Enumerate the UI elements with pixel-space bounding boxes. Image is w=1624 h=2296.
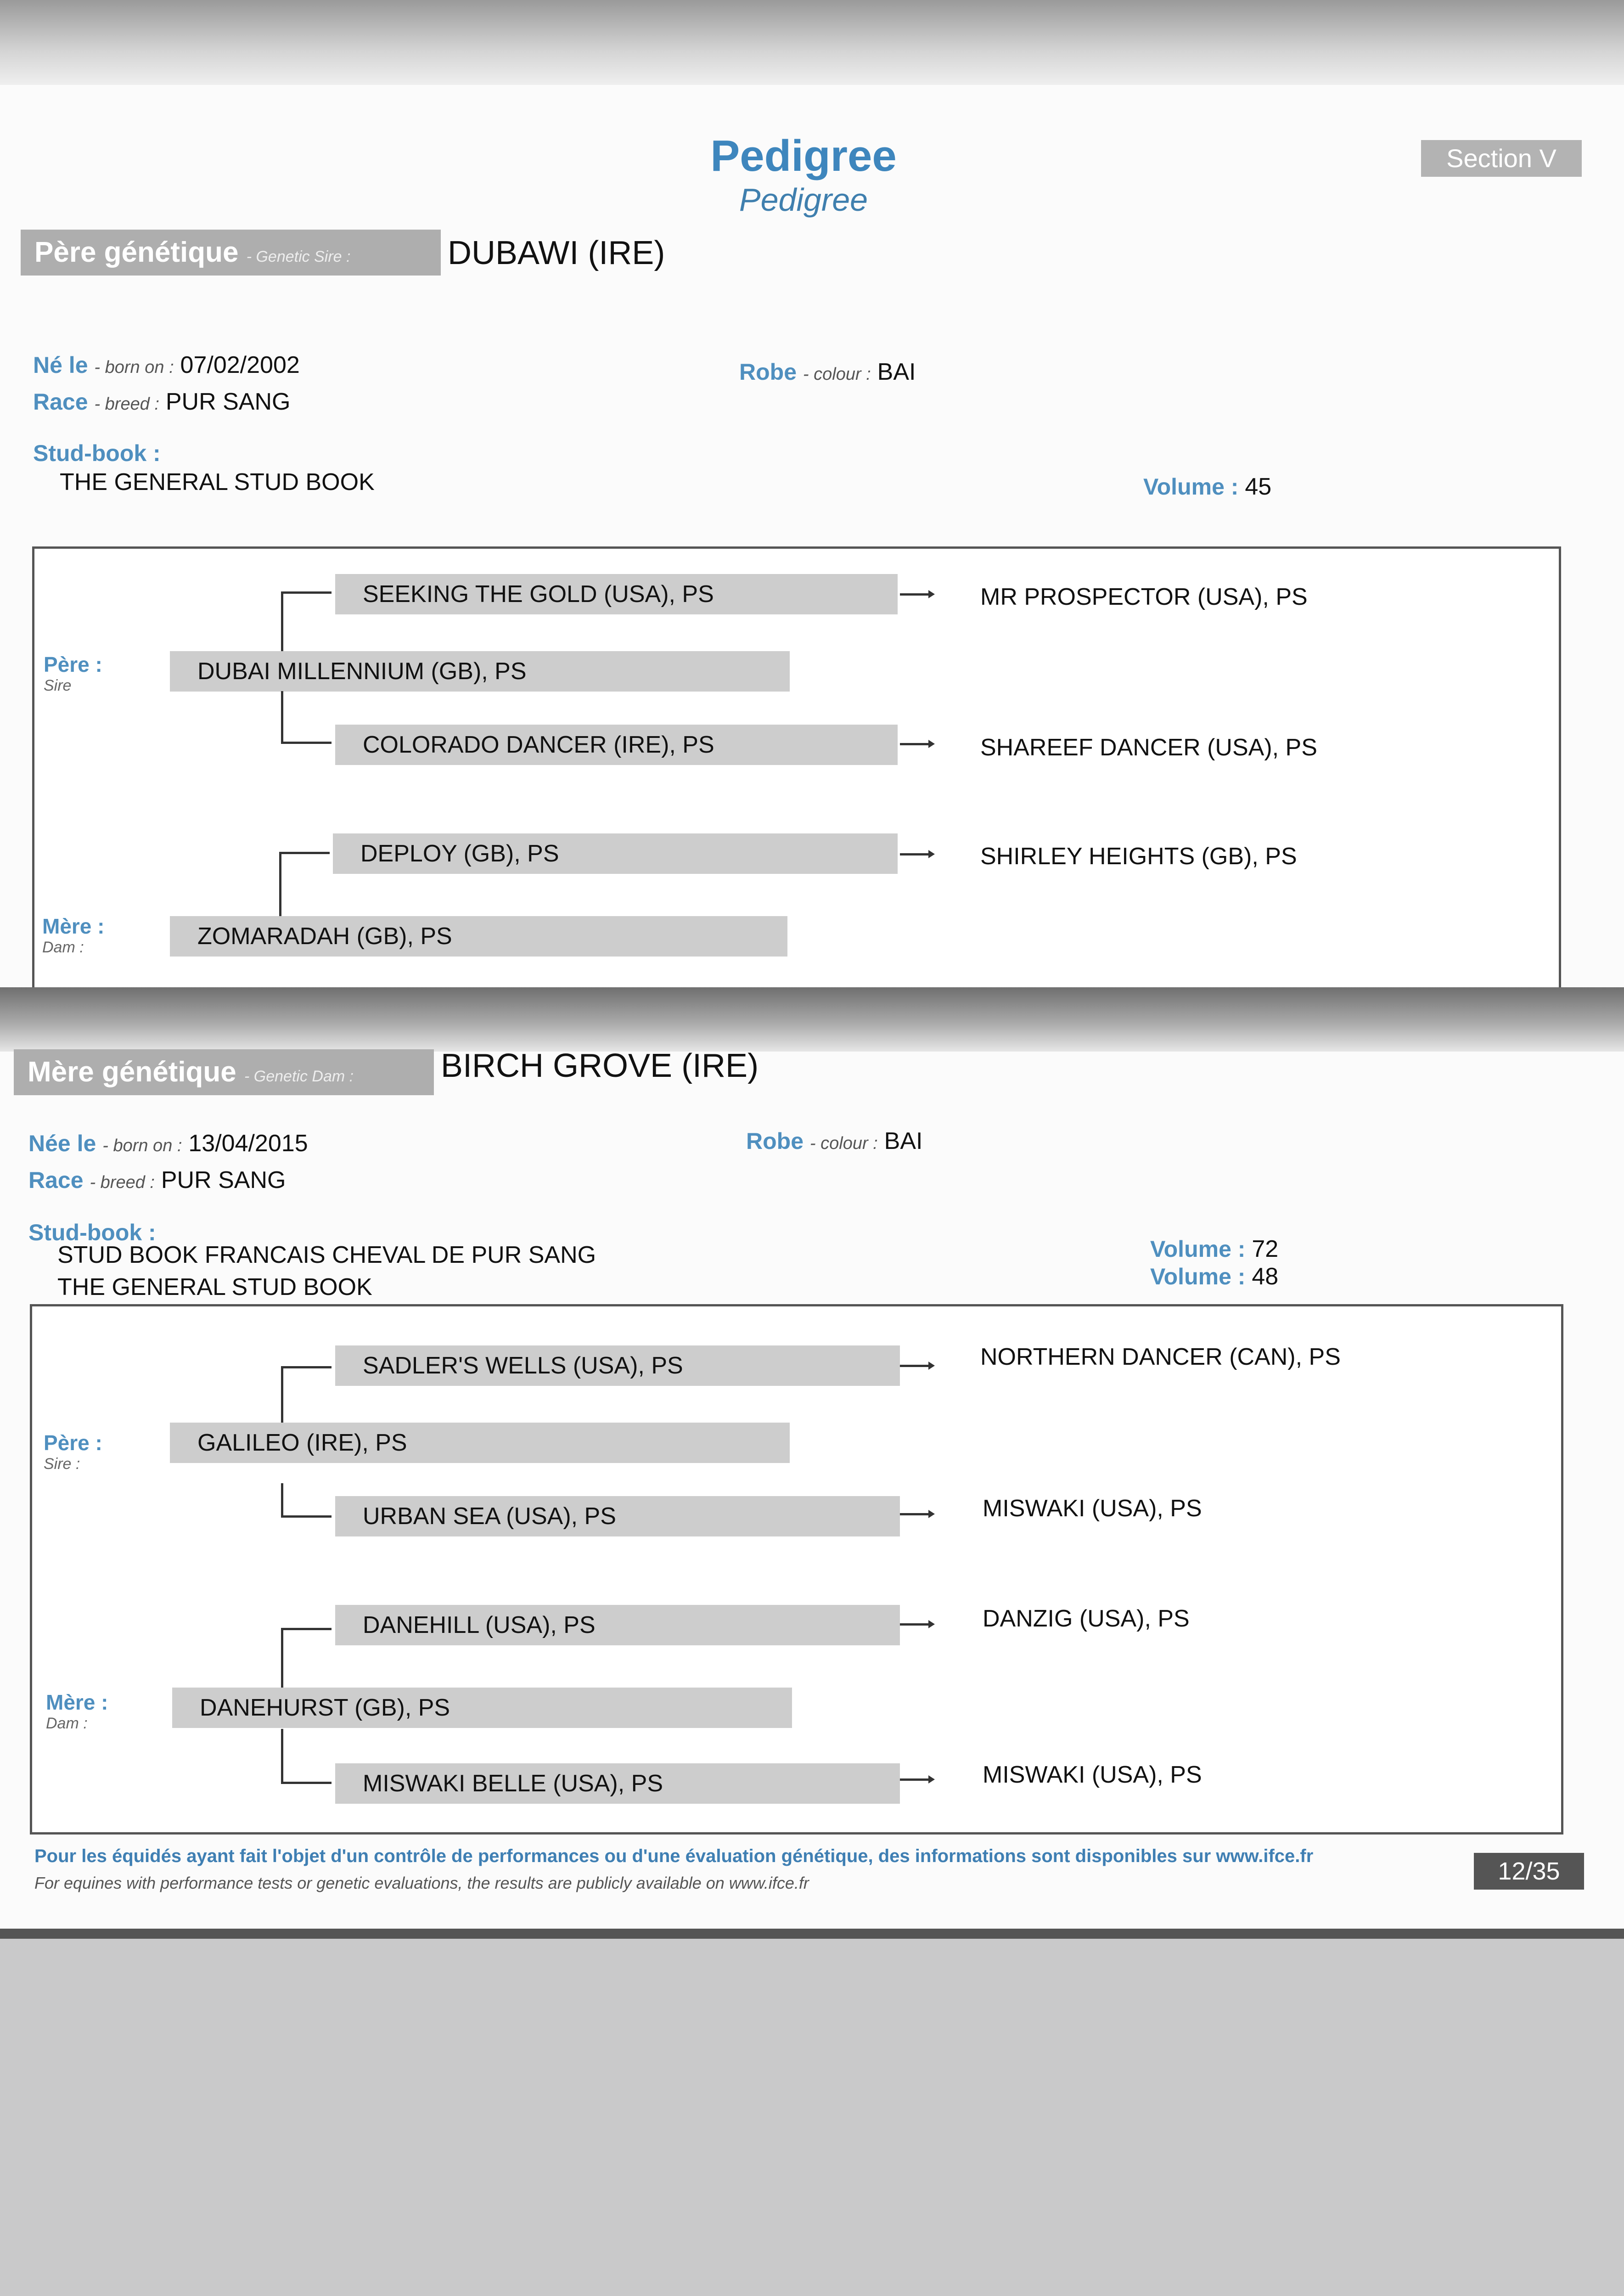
connector-line bbox=[281, 1515, 332, 1518]
dam-studbook-value-2: THE GENERAL STUD BOOK bbox=[57, 1274, 372, 1300]
dam-dam-role-sub: Dam : bbox=[46, 1715, 88, 1732]
connector-line bbox=[281, 1628, 283, 1692]
dam-horse-name: BIRCH GROVE (IRE) bbox=[441, 1047, 759, 1084]
dam-volume-label-2: Volume : bbox=[1150, 1264, 1246, 1289]
page-number: 12/35 bbox=[1474, 1853, 1584, 1890]
sire-name: DUBAWI (IRE) bbox=[448, 235, 665, 271]
dam-born-row bbox=[28, 1130, 308, 1157]
dam-studbook-value-1: STUD BOOK FRANCAIS CHEVAL DE PUR SANG bbox=[57, 1242, 596, 1268]
genetic-dam-sub: - Genetic Dam : bbox=[244, 1068, 354, 1085]
dam-colour-row bbox=[746, 1127, 922, 1155]
dam-sire-sire-bar: SADLER'S WELLS (USA), PS bbox=[335, 1345, 900, 1386]
connector-line bbox=[281, 591, 283, 651]
connector-line bbox=[281, 591, 332, 594]
arrow-icon bbox=[900, 593, 932, 596]
dam-dam-sire-sire-name: DANZIG (USA), PS bbox=[983, 1605, 1190, 1632]
dam-sire-dam-sire-name: MISWAKI (USA), PS bbox=[983, 1495, 1202, 1522]
scan-bottom-edge bbox=[0, 1929, 1624, 2296]
dam-breed-row bbox=[28, 1166, 286, 1194]
connector-line bbox=[281, 1366, 332, 1368]
dam-name: ZOMARADAH (GB), PS bbox=[170, 916, 787, 957]
scan-fold bbox=[0, 987, 1624, 1052]
sire-role-sub: Sire bbox=[44, 677, 72, 694]
dam-breed-value: PUR SANG bbox=[161, 1167, 286, 1193]
sire-volume-value: 45 bbox=[1245, 473, 1272, 500]
sire-born-value: 07/02/2002 bbox=[180, 352, 300, 378]
dam-volume-label-1: Volume : bbox=[1150, 1236, 1246, 1262]
dam-sire-sire-sire-name: NORTHERN DANCER (CAN), PS bbox=[980, 1344, 1341, 1370]
dam-dam-sire-bar: DANEHILL (USA), PS bbox=[335, 1605, 900, 1645]
dam-born-label: Née le bbox=[28, 1131, 96, 1156]
sire-born-sub: - born on : bbox=[94, 358, 174, 377]
scan-top-edge bbox=[0, 0, 1624, 85]
sire-colour-sub: - colour : bbox=[803, 365, 871, 384]
sire-breed-sub: - breed : bbox=[94, 394, 159, 414]
arrow-icon bbox=[900, 853, 932, 855]
sire-colour-value: BAI bbox=[877, 359, 916, 385]
dam-dam-dam-bar: MISWAKI BELLE (USA), PS bbox=[335, 1763, 900, 1804]
sire-volume-label: Volume : bbox=[1143, 474, 1239, 500]
footer-note-en: For equines with performance tests or genetic evaluations, the results are publicly available on www.ifce.fr bbox=[34, 1874, 809, 1892]
sire-sire-name: SEEKING THE GOLD (USA), PS bbox=[335, 574, 898, 614]
arrow-icon bbox=[900, 1623, 932, 1626]
dam-colour-sub: - colour : bbox=[809, 1134, 878, 1153]
sire-father-name: DUBAI MILLENNIUM (GB), PS bbox=[170, 651, 790, 692]
connector-line bbox=[281, 1366, 283, 1426]
arrow-icon bbox=[900, 743, 932, 745]
sire-volume-row bbox=[1143, 473, 1271, 501]
dam-mother-name: DANEHURST (GB), PS bbox=[172, 1688, 792, 1728]
footer-note-fr: Pour les équidés ayant fait l'objet d'un contrôle de performances ou d'une évaluation génétique, des informations sont disponibles sur www.ifce.fr bbox=[34, 1846, 1314, 1866]
connector-line bbox=[281, 691, 283, 744]
connector-line bbox=[281, 1628, 332, 1630]
dam-dam-role-label: Mère : bbox=[46, 1690, 108, 1714]
genetic-sire-bar bbox=[21, 230, 441, 276]
dam-born-value: 13/04/2015 bbox=[188, 1130, 308, 1157]
sire-born-label: Né le bbox=[33, 352, 88, 378]
sire-born-row bbox=[33, 351, 300, 379]
genetic-dam-bar bbox=[14, 1049, 434, 1095]
sire-dam-name: COLORADO DANCER (IRE), PS bbox=[335, 725, 898, 765]
dam-father-name: GALILEO (IRE), PS bbox=[170, 1423, 790, 1463]
sire-role-label: Père : bbox=[44, 653, 102, 676]
sire-dam-sire-name: SHAREEF DANCER (USA), PS bbox=[980, 734, 1317, 761]
connector-line bbox=[281, 1729, 283, 1784]
dam-born-sub: - born on : bbox=[102, 1136, 182, 1155]
connector-line bbox=[279, 852, 281, 916]
dam-role-label: Mère : bbox=[42, 914, 105, 938]
genetic-sire-label: Père génétique bbox=[34, 236, 239, 268]
sire-breed-value: PUR SANG bbox=[165, 388, 291, 415]
dam-sire-role-label: Père : bbox=[44, 1431, 102, 1455]
sire-colour-row bbox=[739, 358, 916, 386]
dam-sire-role bbox=[44, 1430, 102, 1473]
connector-line bbox=[281, 742, 332, 744]
sire-studbook-label: Stud-book : bbox=[33, 440, 161, 466]
connector-line bbox=[281, 1782, 332, 1784]
dam-sire-sire-name: SHIRLEY HEIGHTS (GB), PS bbox=[980, 843, 1297, 870]
dam-role bbox=[42, 914, 104, 957]
genetic-dam-label: Mère génétique bbox=[28, 1056, 236, 1088]
dam-dam-dam-sire-name: MISWAKI (USA), PS bbox=[983, 1761, 1202, 1788]
dam-volume-row-1 bbox=[1150, 1235, 1278, 1263]
genetic-sire-sub: - Genetic Sire : bbox=[246, 248, 351, 265]
sire-role bbox=[44, 652, 102, 695]
dam-breed-label: Race bbox=[28, 1167, 84, 1193]
arrow-icon bbox=[900, 1365, 932, 1367]
dam-volume-value-1: 72 bbox=[1252, 1236, 1279, 1262]
arrow-icon bbox=[900, 1513, 932, 1515]
dam-colour-label: Robe bbox=[746, 1128, 804, 1154]
dam-volume-row-2 bbox=[1150, 1263, 1278, 1290]
sire-breed-label: Race bbox=[33, 389, 88, 415]
connector-line bbox=[281, 1483, 283, 1518]
sire-breed-row bbox=[33, 388, 290, 416]
section-badge: Section V bbox=[1421, 140, 1582, 177]
page-title: Pedigree bbox=[710, 131, 897, 180]
dam-studbook-label: Stud-book : bbox=[28, 1220, 156, 1245]
sire-studbook-value: THE GENERAL STUD BOOK bbox=[60, 469, 375, 495]
sire-colour-label: Robe bbox=[739, 359, 797, 385]
sire-sire-sire-name: MR PROSPECTOR (USA), PS bbox=[980, 584, 1308, 610]
dam-sire-role-sub: Sire : bbox=[44, 1455, 80, 1473]
dam-role-sub: Dam : bbox=[42, 939, 84, 956]
dam-colour-value: BAI bbox=[884, 1128, 923, 1154]
dam-breed-sub: - breed : bbox=[90, 1173, 155, 1192]
page-subtitle: Pedigree bbox=[739, 182, 868, 218]
dam-dam-role bbox=[46, 1690, 108, 1733]
dam-volume-value-2: 48 bbox=[1252, 1263, 1279, 1290]
dam-sire-name: DEPLOY (GB), PS bbox=[333, 833, 898, 874]
arrow-icon bbox=[900, 1778, 932, 1781]
dam-sire-dam-bar: URBAN SEA (USA), PS bbox=[335, 1496, 900, 1536]
connector-line bbox=[279, 852, 330, 854]
